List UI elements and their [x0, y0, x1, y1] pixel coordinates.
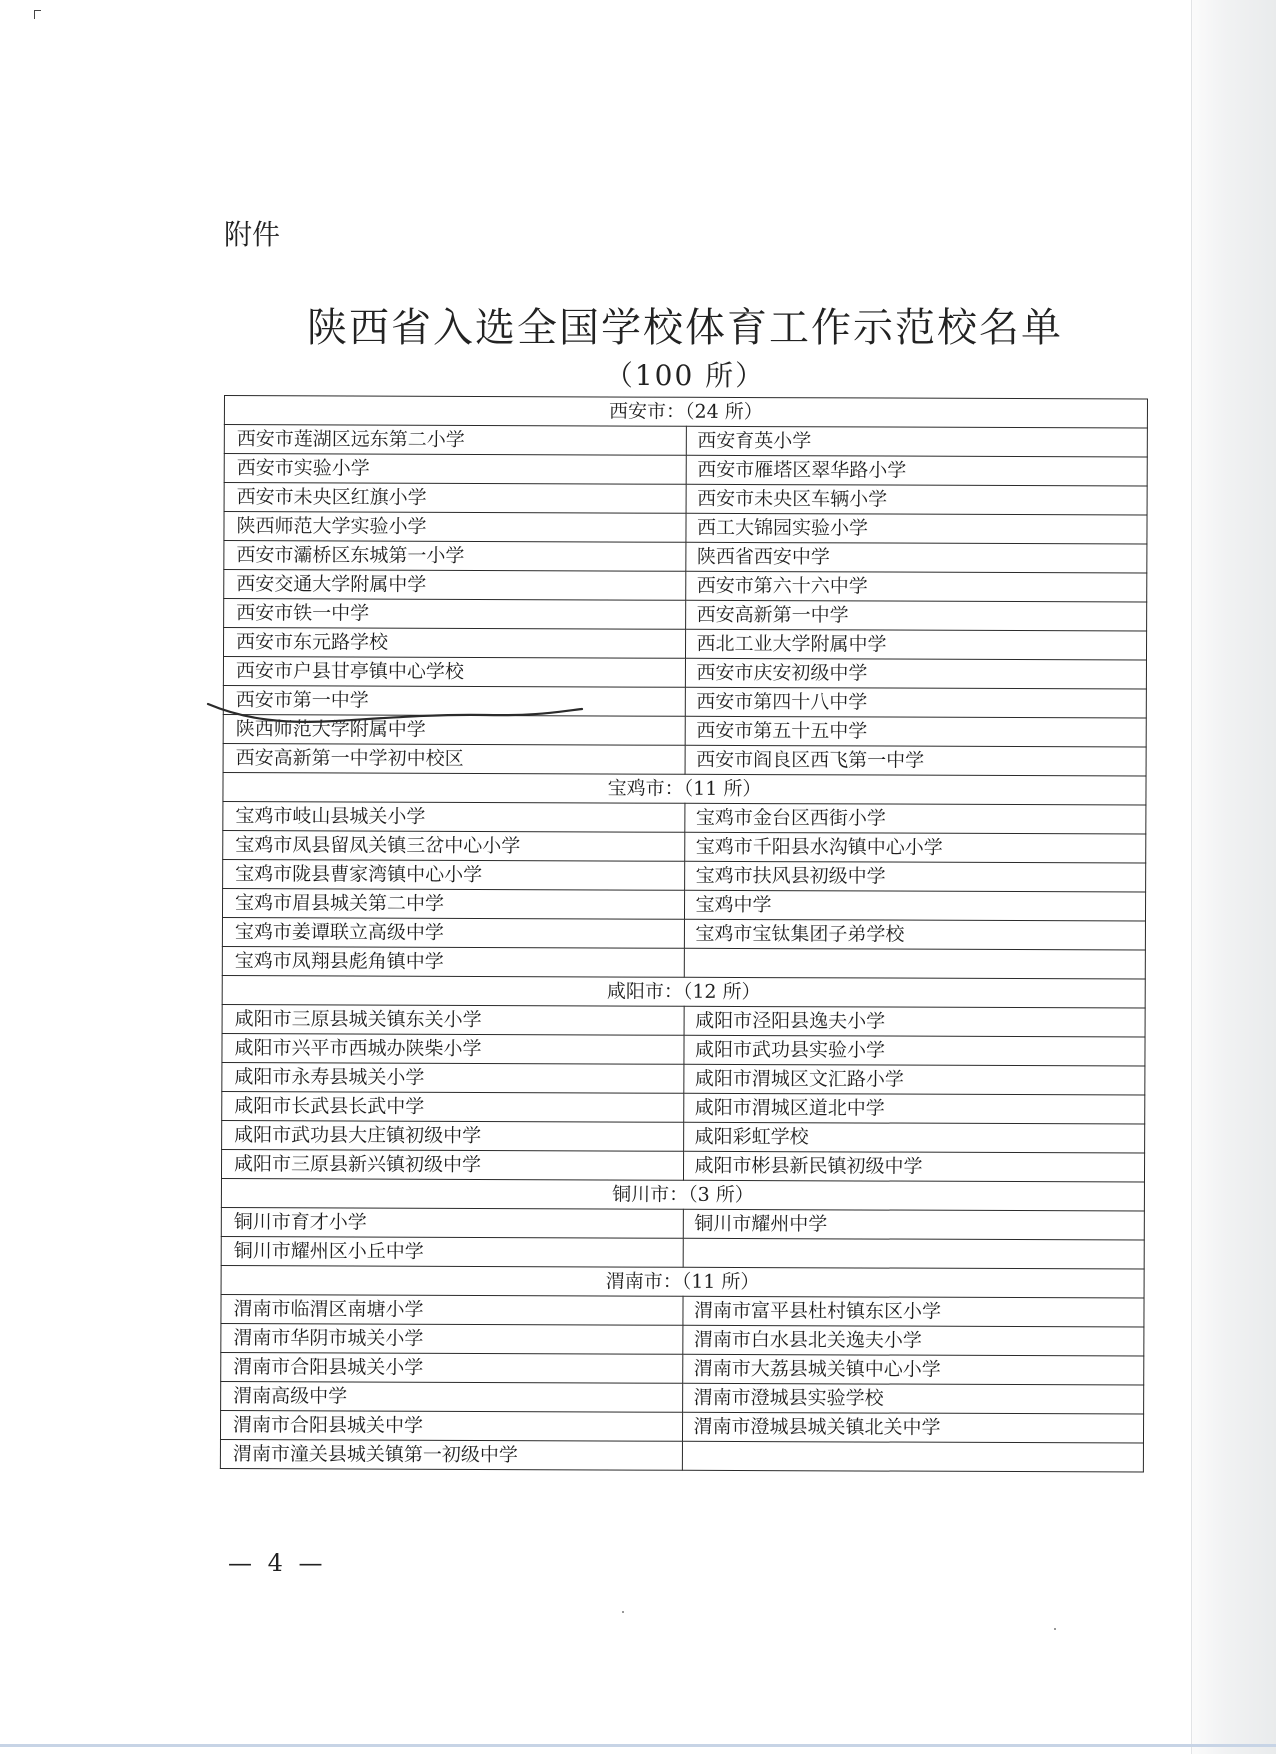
school-name-left: 西安高新第一中学初中校区 — [223, 743, 685, 774]
school-name-right: 西安市第五十五中学 — [685, 716, 1147, 747]
school-name-left: 西安市实验小学 — [224, 454, 686, 485]
city-header: 宝鸡市：（11 所） — [223, 772, 1146, 805]
table-row — [221, 1149, 1144, 1182]
school-name-right: 西安市第六十六中学 — [685, 571, 1147, 602]
school-name-right: 渭南市澄城县城关镇北关中学 — [682, 1412, 1144, 1443]
school-name-right: 西安市庆安初级中学 — [685, 658, 1147, 689]
school-name-right: 西北工业大学附属中学 — [685, 629, 1147, 660]
school-name-right: 西安市第四十八中学 — [685, 687, 1147, 718]
school-name-right: 咸阳市彬县新民镇初级中学 — [683, 1151, 1145, 1182]
school-name-right: 西工大锦园实验小学 — [685, 513, 1147, 544]
school-name-right: 宝鸡市金台区西街小学 — [684, 803, 1146, 834]
school-name-left: 西安市户县甘亭镇中心学校 — [223, 657, 685, 688]
school-name-left: 渭南市潼关县城关镇第一初级中学 — [220, 1439, 682, 1470]
school-name-left: 渭南高级中学 — [221, 1381, 683, 1412]
school-name-left: 宝鸡市眉县城关第二中学 — [222, 888, 684, 919]
table-row — [221, 1294, 1144, 1327]
table-row — [224, 599, 1147, 632]
school-name-left: 宝鸡市凤县留凤关镇三岔中心小学 — [223, 830, 685, 861]
table-row — [223, 801, 1146, 834]
school-name-left: 咸阳市三原县新兴镇初级中学 — [221, 1149, 683, 1180]
school-name-right: 咸阳彩虹学校 — [683, 1122, 1145, 1153]
city-header: 渭南市：（11 所） — [221, 1265, 1144, 1298]
school-name-right: 宝鸡中学 — [684, 890, 1146, 921]
school-name-left: 西安市东元路学校 — [223, 628, 685, 659]
city-header-row — [221, 1178, 1144, 1211]
school-name-left: 咸阳市永寿县城关小学 — [222, 1062, 684, 1093]
table-row — [222, 1062, 1145, 1095]
school-name-left: 西安市第一中学 — [223, 685, 685, 716]
table-row — [222, 946, 1145, 979]
city-header: 铜川市：（3 所） — [221, 1178, 1144, 1211]
school-name-right: 渭南市白水县北关逸夫小学 — [682, 1325, 1144, 1356]
table-row — [223, 743, 1146, 776]
table-row — [222, 1033, 1145, 1066]
school-name-left: 渭南市合阳县城关小学 — [221, 1352, 683, 1383]
city-header-row — [222, 975, 1145, 1008]
school-name-left: 咸阳市三原县城关镇东关小学 — [222, 1004, 684, 1035]
table-row — [222, 1091, 1145, 1124]
table-row — [222, 1120, 1145, 1153]
table-row — [224, 512, 1147, 545]
school-name-right: 陕西省西安中学 — [685, 542, 1147, 573]
school-name-right: 铜川市耀州中学 — [683, 1209, 1145, 1240]
document-subtitle: （100 所） — [604, 359, 766, 392]
table-row — [221, 1207, 1144, 1240]
table-row — [221, 1381, 1144, 1414]
table-row — [222, 917, 1145, 950]
table-row — [220, 1439, 1143, 1472]
school-name-right: 西安市未央区车辆小学 — [686, 484, 1148, 515]
table-row — [223, 830, 1146, 863]
table-row — [224, 425, 1147, 458]
school-name-left: 陕西师范大学实验小学 — [224, 512, 686, 543]
city-header-row — [224, 396, 1147, 429]
school-name-right: 渭南市大荔县城关镇中心小学 — [682, 1354, 1144, 1385]
school-name-left: 宝鸡市凤翔县彪角镇中学 — [222, 946, 684, 977]
school-name-right — [683, 1238, 1145, 1269]
school-name-left: 渭南市华阴市城关小学 — [221, 1323, 683, 1354]
school-name-left: 西安交通大学附属中学 — [224, 570, 686, 601]
school-name-right: 宝鸡市宝钛集团子弟学校 — [684, 919, 1146, 950]
school-name-left: 渭南市临渭区南塘小学 — [221, 1294, 683, 1325]
school-name-right: 西安高新第一中学 — [685, 600, 1147, 631]
table-row — [224, 570, 1147, 603]
school-name-right — [684, 948, 1146, 979]
school-name-right: 渭南市澄城县实验学校 — [682, 1383, 1144, 1414]
school-name-left: 西安市未央区红旗小学 — [224, 483, 686, 514]
school-name-right: 西安市阎良区西飞第一中学 — [685, 745, 1147, 776]
school-name-left: 陕西师范大学附属中学 — [223, 714, 685, 745]
school-name-left: 宝鸡市陇县曹家湾镇中心小学 — [223, 859, 685, 890]
table-row — [224, 541, 1147, 574]
school-name-right: 西安育英小学 — [686, 426, 1148, 457]
corner-mark — [34, 10, 41, 19]
school-name-right: 西安市雁塔区翠华路小学 — [686, 455, 1148, 486]
table-row — [224, 454, 1147, 487]
document-title: 陕西省入选全国学校体育工作示范校名单 — [307, 305, 1063, 351]
table-row — [223, 859, 1146, 892]
school-name-right: 宝鸡市千阳县水沟镇中心小学 — [684, 832, 1146, 863]
table-row — [220, 1410, 1143, 1443]
school-name-left: 渭南市合阳县城关中学 — [220, 1410, 682, 1441]
city-header-row — [223, 772, 1146, 805]
school-name-left: 西安市铁一中学 — [224, 599, 686, 630]
school-name-right: 咸阳市泾阳县逸夫小学 — [684, 1006, 1146, 1037]
school-name-left: 西安市莲湖区远东第二小学 — [224, 425, 686, 456]
city-header: 西安市：（24 所） — [224, 396, 1147, 429]
table-row — [224, 483, 1147, 516]
scan-edge-line — [0, 1744, 1276, 1747]
page-number: — 4 — — [228, 1549, 327, 1577]
school-name-right: 宝鸡市扶风县初级中学 — [684, 861, 1146, 892]
attachment-label: 附件 — [224, 218, 281, 251]
table-row — [223, 628, 1146, 661]
school-name-left: 咸阳市武功县大庄镇初级中学 — [222, 1120, 684, 1151]
city-header: 咸阳市：（12 所） — [222, 975, 1145, 1008]
school-name-left: 宝鸡市姜谭联立高级中学 — [222, 917, 684, 948]
school-name-left: 铜川市育才小学 — [221, 1207, 683, 1238]
school-name-right — [682, 1441, 1144, 1472]
school-name-left: 咸阳市兴平市西城办陕柴小学 — [222, 1033, 684, 1064]
scan-speck — [1054, 1628, 1056, 1630]
school-name-left: 咸阳市长武县长武中学 — [222, 1091, 684, 1122]
scan-page-edge — [1191, 0, 1276, 1754]
table-row — [221, 1236, 1144, 1269]
school-name-left: 宝鸡市岐山县城关小学 — [223, 801, 685, 832]
table-row — [223, 657, 1146, 690]
school-name-left: 西安市灞桥区东城第一小学 — [224, 541, 686, 572]
table-row — [223, 685, 1146, 718]
school-name-right: 咸阳市武功县实验小学 — [683, 1035, 1145, 1066]
school-name-right: 咸阳市渭城区文汇路小学 — [683, 1064, 1145, 1095]
school-list-table — [220, 395, 1148, 1473]
school-name-left: 铜川市耀州区小丘中学 — [221, 1236, 683, 1267]
school-name-right: 咸阳市渭城区道北中学 — [683, 1093, 1145, 1124]
table-row — [221, 1323, 1144, 1356]
table-row — [223, 714, 1146, 747]
table-row — [222, 888, 1145, 921]
table-row — [222, 1004, 1145, 1037]
school-name-right: 渭南市富平县杜村镇东区小学 — [682, 1296, 1144, 1327]
table-row — [221, 1352, 1144, 1385]
scan-speck — [622, 1611, 624, 1613]
city-header-row — [221, 1265, 1144, 1298]
